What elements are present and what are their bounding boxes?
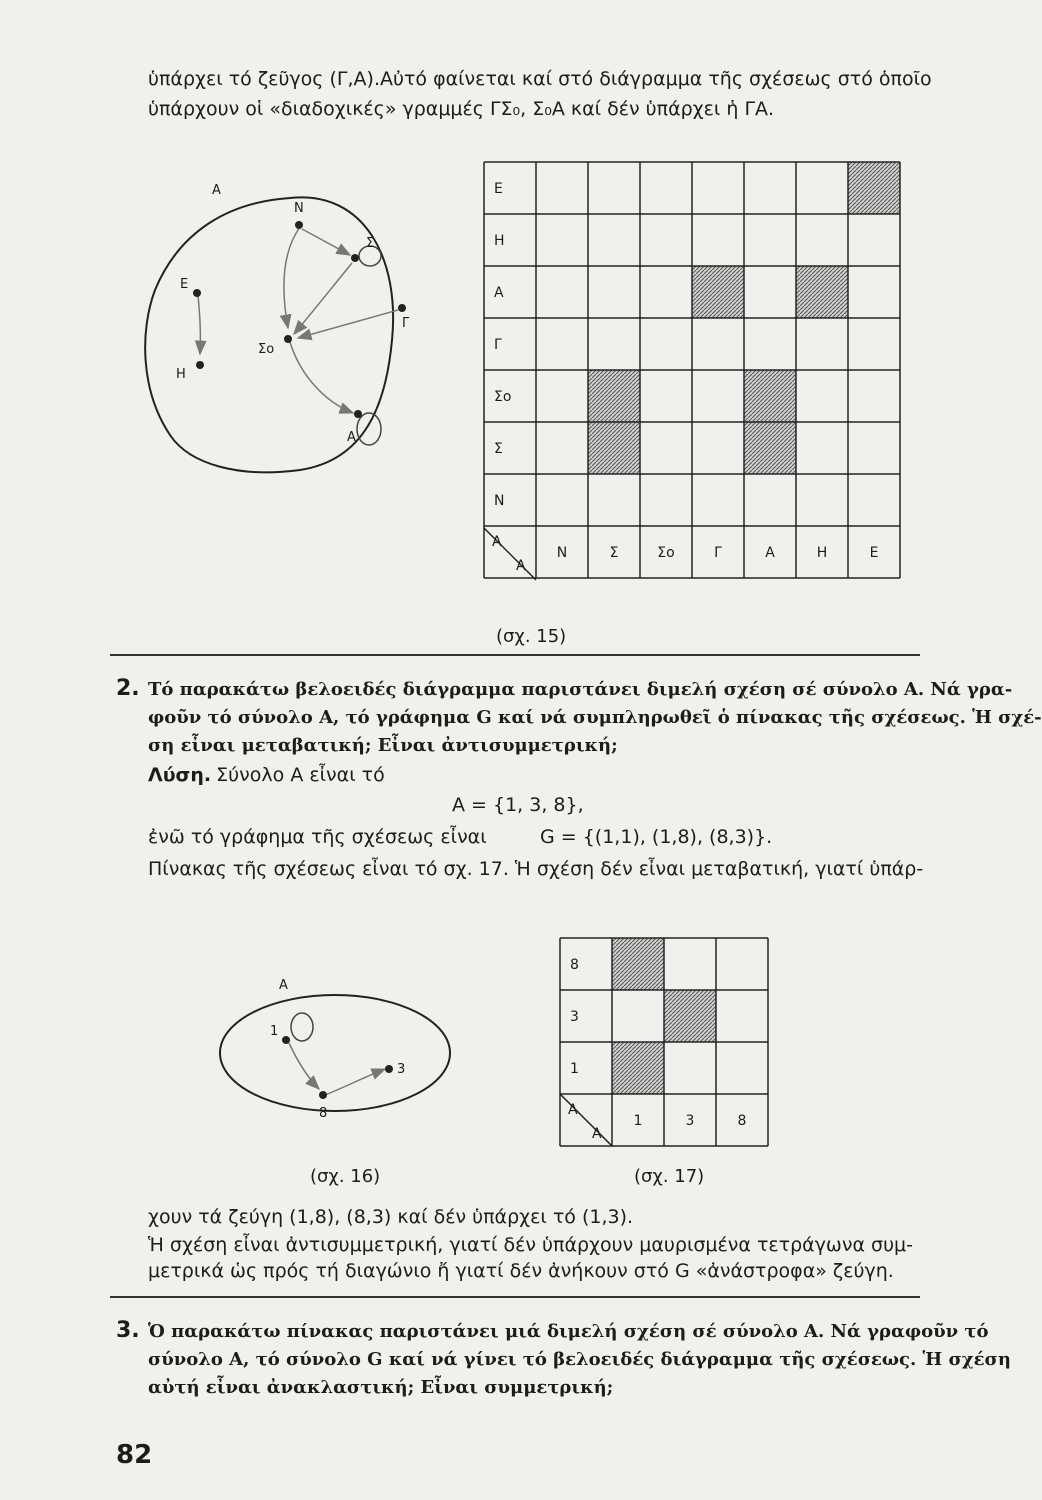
fig16-set-label: Α <box>279 978 288 993</box>
fig15-loop-A <box>357 413 381 445</box>
fig15-node-label: Α <box>347 430 356 445</box>
fig17-col-label: 8 <box>737 1113 747 1129</box>
fig15-corner-col-label: Α <box>516 558 526 574</box>
fig16-edge-1-8 <box>289 1043 319 1089</box>
section-rule <box>110 654 920 656</box>
fig15-col-label: Ν <box>556 545 568 561</box>
fig17-corner-row-label: Α <box>568 1102 578 1118</box>
fig17-row-label: 1 <box>570 1061 579 1077</box>
fig17-col-label: 3 <box>685 1113 695 1129</box>
fig16-edge-8-3 <box>325 1069 385 1095</box>
fig16-diagram <box>215 965 465 1125</box>
solution-line <box>148 762 385 788</box>
fig15-shaded-cell <box>744 370 796 422</box>
fig15-edge-G-So <box>298 310 398 338</box>
problem-3-line-1: Ὁ παρακάτω πίνακας παριστάνει μιά διμελή σχέση σέ σύνολο Α. Νά γραφοῦν τό <box>148 1321 989 1342</box>
fig15-col-label: Σο <box>657 545 675 561</box>
fig15-col-label: Ε <box>869 545 879 561</box>
fig15-edge-N-So <box>284 227 300 328</box>
fig15-grid <box>484 162 902 582</box>
fig15-col-label: Γ <box>714 545 722 561</box>
fig17-shaded-cell <box>612 1042 664 1094</box>
fig15-node-G <box>398 304 406 312</box>
fig16-node-1 <box>282 1036 290 1044</box>
fig15-row-label: Η <box>494 233 505 249</box>
fig15-row-label: Ε <box>494 181 503 197</box>
fig15-set-label: Α <box>212 183 221 198</box>
solution-label: Λύση. <box>148 764 212 786</box>
fig15-shaded-cell <box>744 422 796 474</box>
fig15-row-label: Ν <box>494 493 505 509</box>
fig16-loop-1 <box>291 1013 313 1041</box>
after-line-3: μετρικά ὡς πρός τή διαγώνιο ἤ γιατί δέν ἀνήκουν στό G «ἀνάστροφα» ζεύγη. <box>148 1260 894 1282</box>
after-line-1: χουν τά ζεύγη (1,8), (8,3) καί δέν ὑπάρχει τό (1,3). <box>148 1206 634 1228</box>
fig15-caption: (σχ. 15) <box>496 626 567 647</box>
fig16-node-label: 8 <box>319 1106 328 1121</box>
fig15-node-label: Σο <box>258 342 275 357</box>
fig15-node-label: Γ <box>402 316 410 331</box>
page-number: 82 <box>116 1440 153 1470</box>
problem-3-number: 3. <box>116 1318 140 1343</box>
problem-2-line-2: φοῦν τό σύνολο Α, τό γράφημα G καί νά συμπληρωθεῖ ὁ πίνακας τῆς σχέσεως. Ἡ σχέ- <box>148 707 1042 728</box>
fig17-row-label: 3 <box>570 1009 579 1025</box>
fig15-node-H <box>196 361 204 369</box>
fig15-node-E <box>193 289 201 297</box>
fig15-row-label: Γ <box>494 337 502 353</box>
fig15-edge-S-So <box>294 263 352 334</box>
fig16-set-boundary <box>220 995 450 1111</box>
problem-2-line-1: Τό παρακάτω βελοειδές διάγραμμα παριστάνει διμελή σχέση σέ σύνολο Α. Νά γρα- <box>148 679 1013 700</box>
fig16-node-3 <box>385 1065 393 1073</box>
fig15-shaded-cell <box>588 370 640 422</box>
fig15-corner-row-label: Α <box>492 534 502 550</box>
fig16-caption: (σχ. 16) <box>310 1166 381 1187</box>
fig17-caption: (σχ. 17) <box>634 1166 705 1187</box>
fig17-col-label: 1 <box>633 1113 643 1129</box>
fig15-row-label: Σ <box>494 441 503 457</box>
fig15-edge-N-S <box>302 229 350 255</box>
fig16-node-label: 1 <box>270 1024 279 1039</box>
fig15-node-So <box>284 335 292 343</box>
fig15-set-boundary <box>145 197 393 472</box>
fig15-node-N <box>295 221 303 229</box>
graph-equation: G = {(1,1), (1,8), (8,3)}. <box>540 826 773 848</box>
fig17-corner-col-label: Α <box>592 1126 602 1142</box>
fig15-col-label: Σ <box>609 545 619 561</box>
graph-text: ἐνῶ τό γράφημα τῆς σχέσεως εἶναι <box>148 826 487 848</box>
fig15-node-label: Ν <box>294 201 304 216</box>
problem-3-line-2: σύνολο Α, τό σύνολο G καί νά γίνει τό βελοειδές διάγραμμα τῆς σχέσεως. Ἡ σχέση <box>148 1349 1011 1370</box>
fig15-shaded-cell <box>588 422 640 474</box>
fig15-node-A <box>354 410 362 418</box>
fig17-row-label: 8 <box>570 957 579 973</box>
fig17-grid <box>560 938 774 1148</box>
fig15-edge-E-H <box>198 296 200 354</box>
fig15-row-label: Σο <box>494 389 512 405</box>
fig15-node-label: Η <box>176 367 186 382</box>
intro-line-2: ὑπάρχουν οἱ «διαδοχικές» γραμμές ΓΣ₀, Σ₀Α καί δέν ὑπάρχει ἡ ΓΑ. <box>148 98 775 120</box>
fig15-diagram <box>130 170 430 490</box>
fig15-node-S <box>351 254 359 262</box>
solution-text: Σύνολο Α εἶναι τό <box>216 764 385 786</box>
fig15-col-label: Α <box>765 545 775 561</box>
fig16-node-label: 3 <box>397 1062 406 1077</box>
fig15-shaded-cell <box>848 162 900 214</box>
fig15-col-label: Η <box>816 545 828 561</box>
after-line-2: Ἡ σχέση εἶναι ἀντισυμμετρική, γιατί δέν ὑπάρχουν μαυρισμένα τετράγωνα συμ- <box>148 1234 914 1256</box>
problem-2-number: 2. <box>116 676 140 701</box>
set-equation: Α = {1, 3, 8}, <box>452 794 584 816</box>
fig17-shaded-cell <box>612 938 664 990</box>
fig15-row-label: Α <box>494 285 504 301</box>
fig16-node-8 <box>319 1091 327 1099</box>
table-line: Πίνακας τῆς σχέσεως εἶναι τό σχ. 17. Ἡ σχέση δέν εἶναι μεταβατική, γιατί ὑπάρ- <box>148 858 924 880</box>
problem-2-line-3: ση εἶναι μεταβατική; Εἶναι ἀντισυμμετρική; <box>148 735 618 756</box>
intro-line-1: ὑπάρχει τό ζεῦγος (Γ,Α).Αὐτό φαίνεται καί στό διάγραμμα τῆς σχέσεως στό ὁποῖο <box>148 68 932 90</box>
fig17-shaded-cell <box>664 990 716 1042</box>
section-rule <box>110 1296 920 1298</box>
fig15-node-label: Σ <box>366 236 375 251</box>
fig15-node-label: Ε <box>180 277 189 292</box>
fig15-shaded-cell <box>796 266 848 318</box>
fig15-edge-So-A <box>290 342 353 413</box>
problem-3-line-3: αὐτή εἶναι ἀνακλαστική; Εἶναι συμμετρική; <box>148 1377 614 1398</box>
fig15-shaded-cell <box>692 266 744 318</box>
